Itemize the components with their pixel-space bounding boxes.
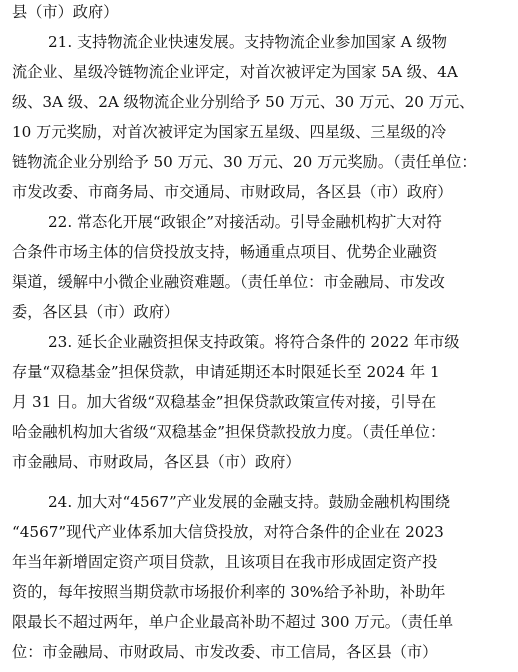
clause-23-heading-line: 23. 延长企业融资担保支持政策。将符合条件的 2022 年市级 xyxy=(48,333,460,351)
clause-22-heading-line: 22. 常态化开展“政银企”对接活动。引导金融机构扩大对符 xyxy=(48,213,442,231)
text-line: 位：市金融局、市财政局、市发改委、市工信局，各区县（市） xyxy=(12,643,438,661)
clause-21-heading-line: 21. 支持物流企业快速发展。支持物流企业参加国家 A 级物 xyxy=(48,33,447,51)
text-line: 市发改委、市商务局、市交通局、市财政局，各区县（市）政府） xyxy=(12,183,453,201)
text-line: 月 31 日。加大省级“双稳基金”担保贷款政策宣传对接，引导在 xyxy=(12,393,437,411)
text-line: “4567”现代产业体系加大信贷投放，对符合条件的企业在 2023 xyxy=(12,523,444,541)
text-line: 流企业、星级冷链物流企业评定，对首次被评定为国家 5A 级、4A xyxy=(12,63,458,81)
text-line: 合条件市场主体的信贷投放支持，畅通重点项目、优势企业融资 xyxy=(12,243,438,261)
text-line: 县（市）政府） xyxy=(12,3,119,21)
text-line: 渠道，缓解中小微企业融资难题。（责任单位：市金融局、市发改 xyxy=(12,273,445,291)
text-line: 委，各区县（市）政府） xyxy=(12,303,180,321)
clause-24-heading-line: 24. 加大对“4567”产业发展的金融支持。鼓励金融机构围绕 xyxy=(48,493,451,511)
text-line: 年当年新增固定资产项目贷款，且该项目在我市形成固定资产投 xyxy=(12,553,438,571)
text-line: 级、3A 级、2A 级物流企业分别给予 50 万元、30 万元、20 万元、 xyxy=(12,93,475,111)
text-line: 市金融局、市财政局，各区县（市）政府） xyxy=(12,453,301,471)
text-line: 资的，每年按照当期贷款市场报价利率的 30%给予补助，补助年 xyxy=(12,583,446,601)
text-line: 链物流企业分别给予 50 万元、30 万元、20 万元奖励。（责任单位： xyxy=(12,153,477,171)
text-line: 哈金融机构加大省级“双稳基金”担保贷款投放力度。（责任单位： xyxy=(12,423,446,441)
text-line: 限最长不超过两年，单户企业最高补助不超过 300 万元。（责任单 xyxy=(12,613,454,631)
text-line: 10 万元奖励，对首次被评定为国家五星级、四星级、三星级的冷 xyxy=(12,123,447,141)
text-line: 存量“双稳基金”担保贷款，申请延期还本时限延长至 2024 年 1 xyxy=(12,363,440,381)
